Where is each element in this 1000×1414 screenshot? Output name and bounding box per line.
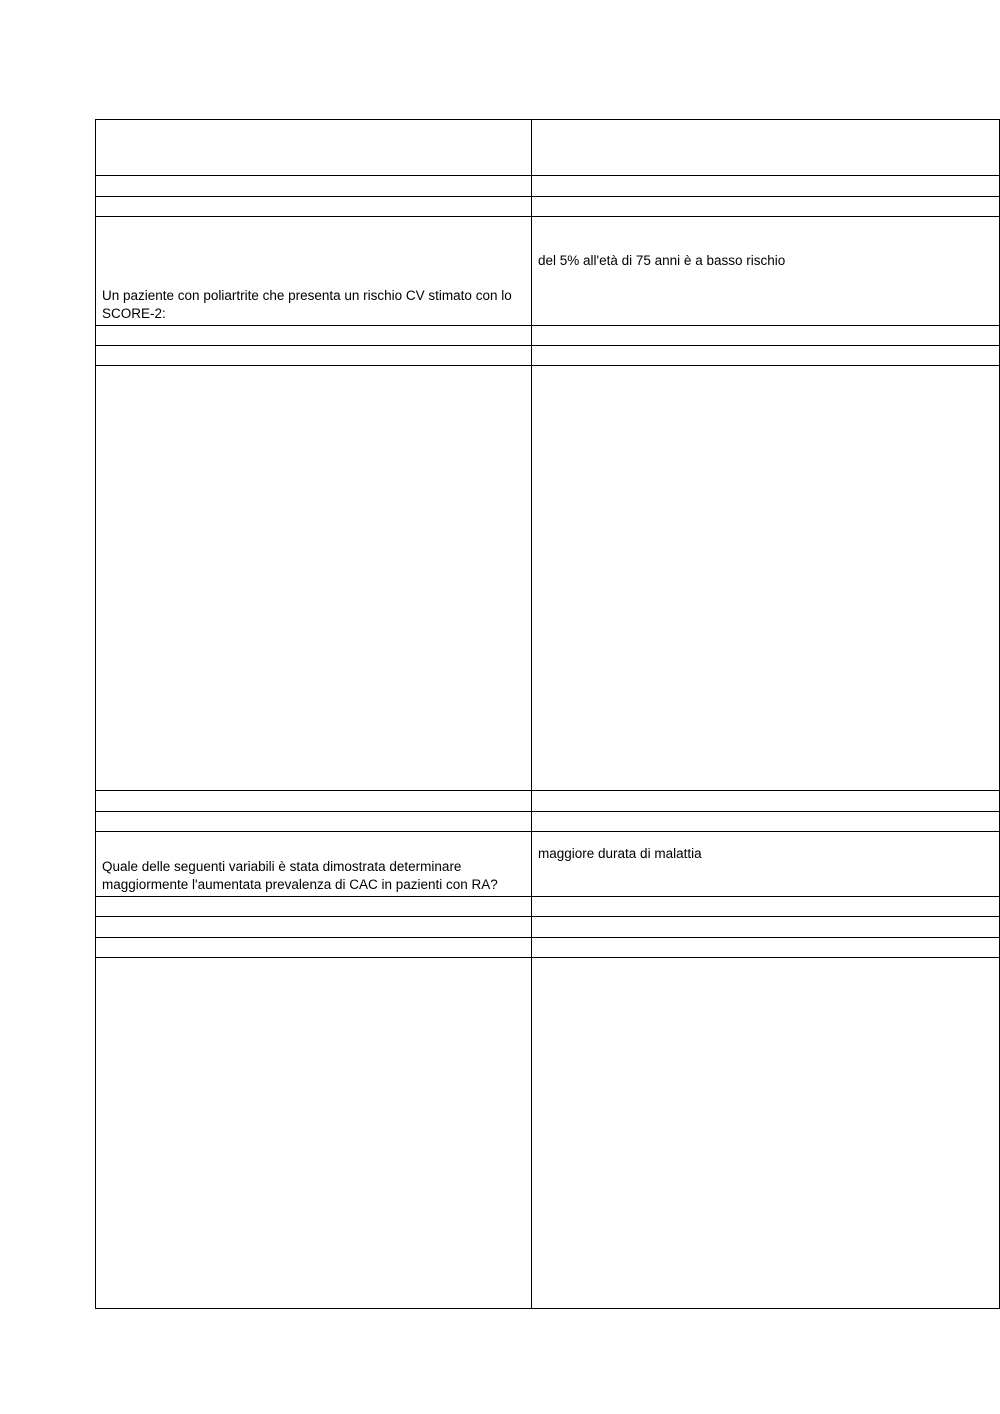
answer-cell bbox=[532, 897, 1000, 917]
table-row bbox=[96, 938, 1000, 958]
answer-cell bbox=[532, 176, 1000, 197]
table-row bbox=[96, 120, 1000, 176]
table-row bbox=[96, 326, 1000, 346]
table-row bbox=[96, 897, 1000, 917]
question-cell: Un paziente con poliartrite che presenta un rischio CV stimato con lo SCORE-2: bbox=[96, 217, 532, 326]
table-row bbox=[96, 217, 1000, 326]
question-cell: Quale delle seguenti variabili è stata dimostrata determinare maggiormente l'aumentata prevalenza di CAC in pazienti con RA? bbox=[96, 832, 532, 897]
answer-cell bbox=[532, 917, 1000, 938]
question-cell bbox=[96, 326, 532, 346]
question-cell bbox=[96, 791, 532, 812]
answer-cell bbox=[532, 346, 1000, 366]
question-cell bbox=[96, 346, 532, 366]
answer-cell bbox=[532, 197, 1000, 217]
answer-cell bbox=[532, 120, 1000, 176]
table-row bbox=[96, 176, 1000, 197]
answer-cell bbox=[532, 812, 1000, 832]
question-cell bbox=[96, 366, 532, 791]
question-cell bbox=[96, 120, 532, 176]
answer-cell: maggiore durata di malattia bbox=[532, 832, 1000, 897]
answer-cell bbox=[532, 791, 1000, 812]
question-cell bbox=[96, 176, 532, 197]
question-cell bbox=[96, 917, 532, 938]
table-row bbox=[96, 197, 1000, 217]
answer-cell bbox=[532, 938, 1000, 958]
table-row bbox=[96, 812, 1000, 832]
answer-cell bbox=[532, 366, 1000, 791]
question-cell bbox=[96, 958, 532, 1309]
table-row bbox=[96, 832, 1000, 897]
answer-cell: del 5% all'età di 75 anni è a basso rischio bbox=[532, 217, 1000, 326]
table-row bbox=[96, 791, 1000, 812]
question-cell bbox=[96, 197, 532, 217]
table-row bbox=[96, 958, 1000, 1309]
answer-cell bbox=[532, 326, 1000, 346]
question-cell bbox=[96, 897, 532, 917]
answer-cell bbox=[532, 958, 1000, 1309]
question-cell bbox=[96, 938, 532, 958]
table-row bbox=[96, 366, 1000, 791]
quiz-table bbox=[95, 119, 1000, 1309]
table-row bbox=[96, 917, 1000, 938]
question-cell bbox=[96, 812, 532, 832]
table-row bbox=[96, 346, 1000, 366]
